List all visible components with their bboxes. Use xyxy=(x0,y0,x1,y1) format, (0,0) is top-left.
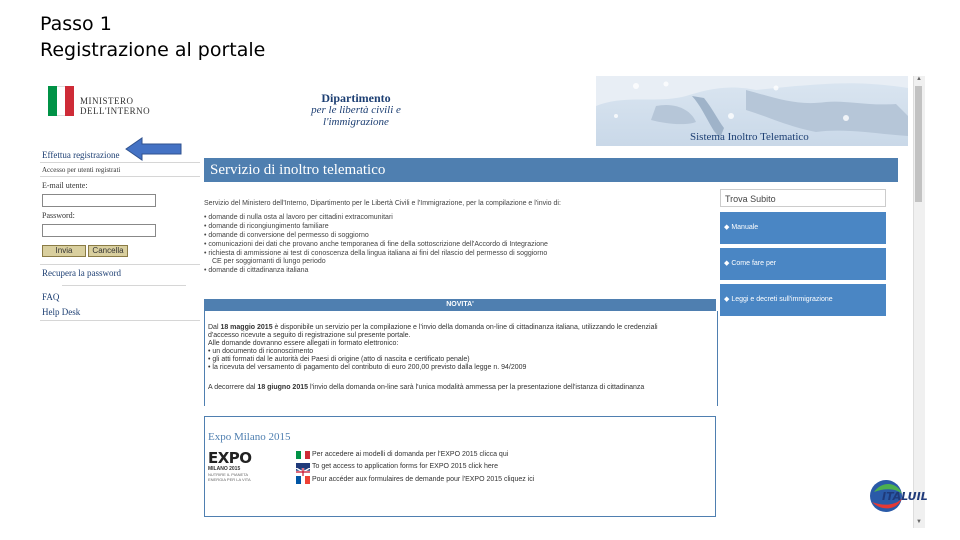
servizio-title-bar: Servizio di inoltro telematico xyxy=(204,158,898,182)
expo-link-fr[interactable]: Pour accéder aux formulaires de demande pour l'EXPO 2015 cliquez ici xyxy=(312,476,535,483)
ministero-logo-text: MINISTERO DELL'INTERNO xyxy=(80,96,151,116)
trova-subito-title: Trova Subito xyxy=(720,189,886,207)
uk-flag-icon xyxy=(296,463,310,471)
italuil-logo xyxy=(868,474,934,522)
slide-title xyxy=(40,11,265,63)
dipartimento-title: Dipartimento xyxy=(321,91,391,105)
slide-title-line2: Registrazione al portale xyxy=(40,39,266,61)
cancella-button[interactable]: Cancella xyxy=(88,245,128,257)
divider xyxy=(40,264,200,265)
recupera-password-link[interactable]: Recupera la password xyxy=(42,268,121,278)
novita-text: Dal 18 maggio 2015 è disponibile un servizio per la compilazione e l'invio della domanda on-line di cittadinanza italiana, utilizzando le credenziali d'accesso ricevute a seguito di registrazione sul presente portale. Alle domande dovranno essere allegati in formato elettronico: • un documento di riconoscimento • gli atti formati dal le autorità dei Paesi di origine (atto di nascita e certificato penale) • la ricevuta del versamento di pagamento del contributo di euro 200,00 previsto dalla legge n. 94/2009 A decorrere dal 18 giugno 2015 l'invio della domanda on-line sarà l'unica modalità ammessa per la presentazione dell'istanza di cittadinanza xyxy=(208,324,714,392)
email-input[interactable] xyxy=(42,194,156,207)
password-input[interactable] xyxy=(42,224,156,237)
password-label: Password: xyxy=(42,211,75,220)
scroll-down-icon[interactable]: ▼ xyxy=(916,519,922,525)
leggi-decreti-button[interactable]: ◆ Leggi e decreti sull'immigrazione xyxy=(720,284,886,316)
list-item: • gli atti formati dal le autorità dei Paesi di origine (atto di nascita e certificato penale) xyxy=(208,356,470,363)
list-item[interactable]: CE per soggiornanti di lungo periodo xyxy=(212,258,326,265)
dipartimento-heading xyxy=(300,92,412,128)
novita-header: NOVITA' xyxy=(204,299,716,311)
invia-button[interactable]: Invia xyxy=(42,245,86,257)
effettua-registrazione-link[interactable]: Effettua registrazione xyxy=(42,150,120,160)
sistema-title: Sistema Inoltro Telematico xyxy=(690,131,809,143)
divider xyxy=(62,285,186,286)
servizio-intro: Servizio del Ministero dell'Interno, Dipartimento per le Libertà Civili e l'Immigrazione, per la compilazione e l'invio di: xyxy=(204,200,561,207)
faq-link[interactable]: FAQ xyxy=(42,292,60,302)
arrow-left-icon xyxy=(124,134,184,164)
italian-flag-icon xyxy=(48,86,74,116)
list-item: • un documento di riconoscimento xyxy=(208,348,314,355)
expo-title: Expo Milano 2015 xyxy=(208,431,291,443)
expo-logo: EXPO MILANO 2015 NUTRIRE IL PIANETA ENERGIA PER LA VITA xyxy=(208,449,252,482)
list-item[interactable]: • domande di nulla osta al lavoro per cittadini extracomunitari xyxy=(204,214,393,221)
french-flag-icon xyxy=(296,476,310,484)
expo-link-en[interactable]: To get access to application forms for EXPO 2015 click here xyxy=(312,463,498,470)
scroll-up-icon[interactable]: ▲ xyxy=(916,76,922,82)
italian-flag-icon xyxy=(296,451,310,459)
dipartimento-subtitle: per le libertà civili e l'immigrazione xyxy=(311,104,401,128)
slide-title-line1: Passo 1 xyxy=(40,13,112,35)
divider xyxy=(40,176,200,177)
italuil-text: ITALUIL xyxy=(882,490,928,503)
accesso-label: Accesso per utenti registrati xyxy=(42,166,121,174)
list-item[interactable]: • comunicazioni dei dati che provano anche temporanea di fine della sottoscrizione dell'Accordo di Integrazione xyxy=(204,241,548,248)
email-label: E-mail utente: xyxy=(42,181,88,190)
list-item[interactable]: • domande di conversione del permesso di soggiorno xyxy=(204,232,369,239)
list-item: • la ricevuta del versamento di pagamento del contributo di euro 200,00 previsto dalla legge n. 94/2009 xyxy=(208,364,527,371)
come-fare-per-button[interactable]: ◆ Come fare per xyxy=(720,248,886,280)
divider xyxy=(40,320,200,321)
list-item[interactable]: • domande di ricongiungimento familiare xyxy=(204,223,329,230)
scrollbar-thumb[interactable] xyxy=(915,86,922,202)
help-desk-link[interactable]: Help Desk xyxy=(42,307,81,317)
manuale-button[interactable]: ◆ Manuale xyxy=(720,212,886,244)
list-item[interactable]: • richiesta di ammissione ai test di conoscenza della lingua italiana ai fini del rilascio del permesso di soggiorno xyxy=(204,250,548,257)
expo-link-it[interactable]: Per accedere ai modelli di domanda per l'EXPO 2015 clicca qui xyxy=(312,451,509,458)
list-item[interactable]: • domande di cittadinanza italiana xyxy=(204,267,309,274)
